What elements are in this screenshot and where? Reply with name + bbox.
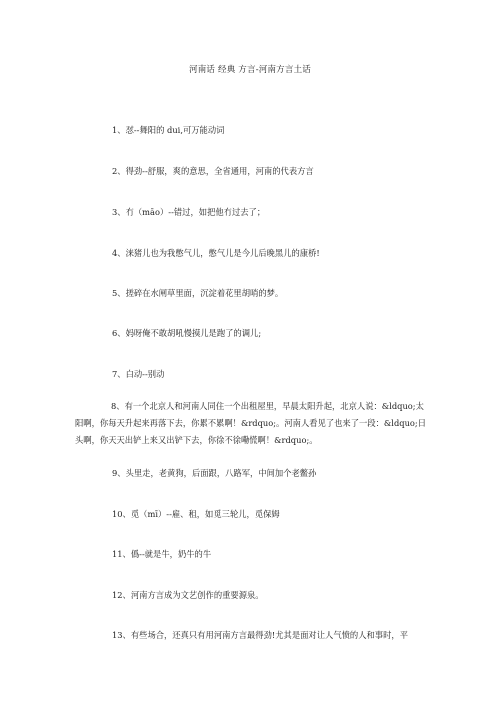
list-item: 7、白动--别动 (112, 369, 165, 379)
list-item: 5、搓碎在水闸草里面，沉淀着花里胡哨的梦。 (112, 288, 284, 298)
document-title: 河南话 经典 方言-河南方言土话 (189, 65, 311, 75)
list-item: 11、僞--就是牛，奶牛的牛 (112, 549, 212, 559)
list-item: 13、有些场合，还真只有用河南方言最得劲!尤其是面对让人气愤的人和事时，平 (112, 630, 408, 640)
list-item: 4、涞猪儿也为我憋气儿，憋气儿是今儿后晚黑儿的康桥! (112, 248, 320, 258)
list-item: 6、妈呀俺不敢胡吼慢摸儿是跑了的调儿; (112, 328, 262, 338)
list-item: 8、有一个北京人和河南人同住一个出租屋里，早晨太阳升起，北京人说：&ldquo;太阳啊，你每天升起来再落下去，你累不累啊！&rdquo;。河南人看见了也来了一段：&ldquo;日头啊，你天天出铲上来又出铲下去，你徐不徐嘞慌啊！&rdquo;。 (75, 401, 426, 445)
list-item: 2、得劲--舒服，爽的意思，全省通用，河南的代表方言 (112, 166, 314, 176)
list-item: 3、冇（māo）--错过，如把他冇过去了； (112, 207, 266, 217)
list-item: 1、怼--舞阳的 dui,可万能动词 (112, 125, 225, 135)
list-item: 12、河南方言成为文艺创作的重要源泉。 (112, 590, 264, 600)
list-item: 9、头里走，老黄狗，后面跟，八路军，中间加个老鳖孙 (112, 468, 317, 478)
list-item: 10、觅（mī）--雇、租，如觅三轮儿，觅保姆 (112, 509, 280, 519)
